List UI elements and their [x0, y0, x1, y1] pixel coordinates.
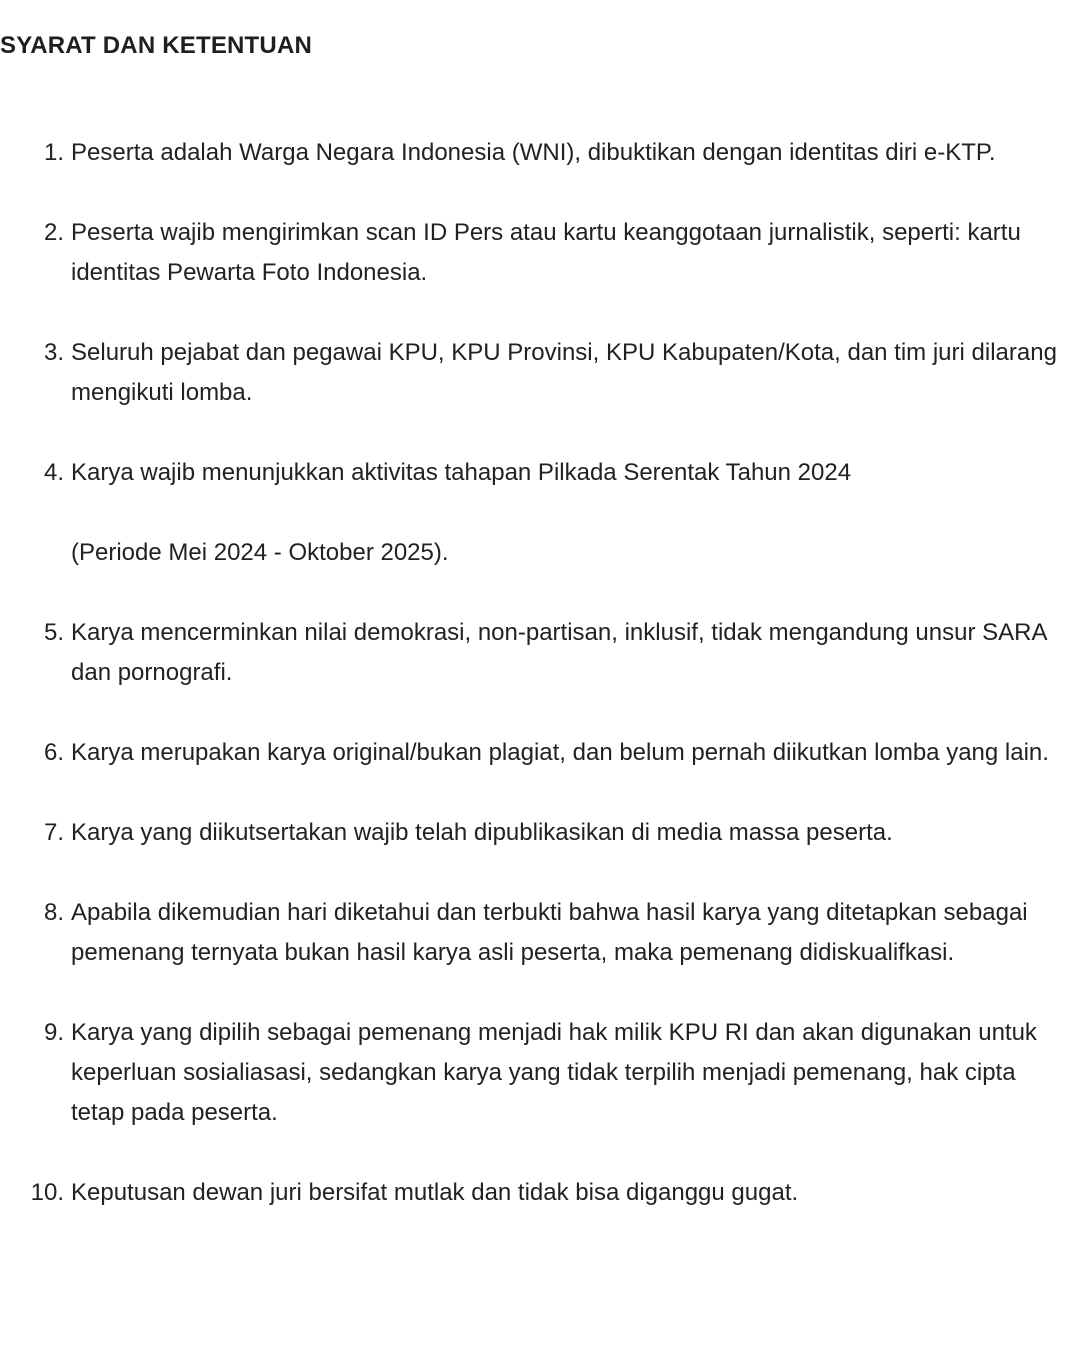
terms-list: [0, 133, 1064, 1253]
list-item: [0, 333, 1064, 413]
list-item-number: 5.: [43, 619, 64, 646]
list-item-number: 4.: [43, 459, 64, 486]
list-item-text: Apabila dikemudian hari diketahui dan terbukti bahwa hasil karya yang ditetapkan sebagai pemenang ternyata bukan hasil karya asli peserta, maka pemenang didiskualifkasi.: [71, 899, 1028, 966]
list-item-text: Peserta adalah Warga Negara Indonesia (WNI), dibuktikan dengan identitas diri e-KTP.: [71, 139, 996, 166]
list-item-text: Seluruh pejabat dan pegawai KPU, KPU Provinsi, KPU Kabupaten/Kota, dan tim juri dilarang mengikuti lomba.: [71, 339, 1057, 406]
list-item-text: Karya yang diikutsertakan wajib telah dipublikasikan di media massa peserta.: [71, 819, 893, 846]
list-item: [0, 893, 1064, 973]
list-item-text: Karya mencerminkan nilai demokrasi, non-partisan, inklusif, tidak mengandung unsur SARA dan pornografi.: [71, 619, 1047, 686]
list-item-text: Peserta wajib mengirimkan scan ID Pers atau kartu keanggotaan jurnalistik, seperti: kartu identitas Pewarta Foto Indonesia.: [71, 219, 1021, 286]
list-item-note: (Periode Mei 2024 - Oktober 2025).: [71, 539, 449, 566]
list-item: [0, 1013, 1064, 1133]
list-item-text: Keputusan dewan juri bersifat mutlak dan tidak bisa diganggu gugat.: [71, 1179, 799, 1206]
page-title: SYARAT DAN KETENTUAN: [0, 32, 313, 59]
list-item: [0, 613, 1064, 693]
list-item-number: 2.: [43, 219, 64, 246]
list-item-text: Karya merupakan karya original/bukan plagiat, dan belum pernah diikutkan lomba yang lain.: [71, 739, 1049, 766]
list-item: [0, 813, 1064, 853]
list-item-number: 1.: [43, 139, 64, 166]
list-item-number: 3.: [43, 339, 64, 366]
list-item-text: Karya wajib menunjukkan aktivitas tahapan Pilkada Serentak Tahun 2024: [71, 459, 852, 486]
list-item: [0, 213, 1064, 293]
list-item-number: 10.: [30, 1179, 64, 1206]
list-item-number: 6.: [43, 739, 64, 766]
list-item: [0, 133, 1064, 173]
list-item: [0, 1173, 1064, 1213]
list-item-text: Karya yang dipilih sebagai pemenang menjadi hak milik KPU RI dan akan digunakan untuk keperluan sosialiasasi, sedangkan karya yang tidak terpilih menjadi pemenang, hak cipta tetap pada peserta.: [71, 1019, 1037, 1126]
list-item-number: 9.: [43, 1019, 64, 1046]
list-item-number: 7.: [43, 819, 64, 846]
list-item: [0, 733, 1064, 773]
list-item-number: 8.: [43, 899, 64, 926]
list-item: [0, 453, 1064, 573]
